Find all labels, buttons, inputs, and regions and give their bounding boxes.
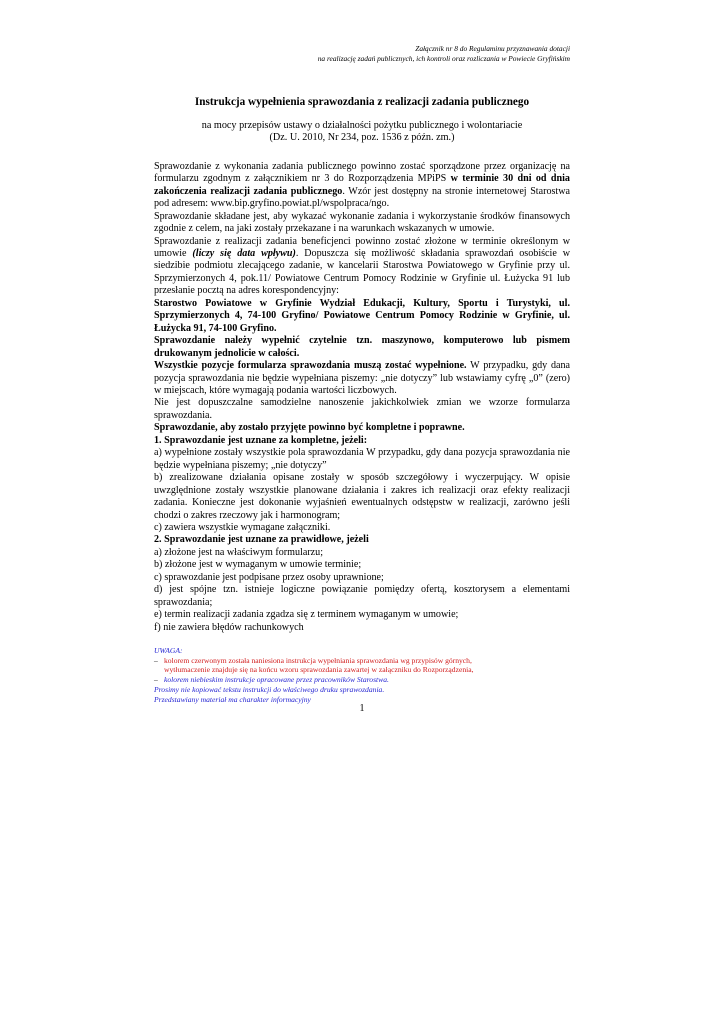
list-item: b) zrealizowane działania opisane zostały w sposób szczegółowy i wyczerpujący. W opisie uwzględnione zostały wszystkie planowane działania i zakres ich realizacji oraz efekty realizacji zadania. Konieczne jest dokonanie wyjaśnień ewentualnych odstępstw w realizacji, zarówno jeśli chodzi o zakres rzeczowy jak i harmonogram; [154,472,570,521]
subtitle-line-2: (Dz. U. 2010, Nr 234, poz. 1536 z późn. zm.) [269,132,455,144]
paragraph-requirements: Sprawozdanie, aby zostało przyjęte powinno być kompletne i poprawne. [154,422,465,434]
paragraph-no-changes: Nie jest dopuszczalne samodzielne nanoszenie jakichkolwiek zmian we wzorze formularza sprawozdania. [154,397,570,421]
note-blue-line-1: kolorem niebieskim instrukcje opracowane przez pracowników Starostwa. [164,675,389,685]
all-fields-text: W przypadku, gdy dana pozycja sprawozdania nie będzie wypełniana piszemy: „nie dotyczy” lub wstawiamy cyfrę „0” (zero) w miejscach, które wymagają podania wartości liczbowych. [154,360,570,396]
note-blue-line-3: Przedstawiany materiał ma charakter informacyjny [154,694,311,704]
dash-marker: – [154,655,158,665]
note-blue-item [154,675,570,685]
intro-deadline: w terminie 30 dni od dnia zakończenia realizacji zadania publicznego [154,173,570,197]
submission-places: . Dopuszcza się możliwość składania sprawozdań osobiście w siedzibie podmiotu zlecającego zadanie, w kancelarii Starostwa Powiatowego w Gryfinie przy ul. Sprzymierzonych 4, pok.11/ Powiatowe Centrum Pomocy Rodzinie w Gryfinie ul. Łużycka 91 lub przesłanie pocztą na adres korespondencyjny: [154,247,570,297]
header-line-1: Załącznik nr 8 do Regulaminu przyznawania dotacji [415,44,570,53]
note-red-line-2: wytłumaczenie znajduje się na końcu wzoru sprawozdania zawartej w załączniku do Rozporządzenia, [164,665,474,675]
dash-marker: – [154,675,158,685]
note-red-item [154,656,570,666]
subtitle-line-1: na mocy przepisów ustawy o działalności pożytku publicznego i wolontariacie [201,120,523,131]
list-item: a) wypełnione zostały wszystkie pola sprawozdania W przypadku, gdy dana pozycja sprawozdania nie będzie wypełniana piszemy; „nie dotyczy” [154,447,570,471]
document-page [154,44,570,704]
paragraph-address: Starostwo Powiatowe w Gryfinie Wydział Edukacji, Kultury, Sportu i Turystyki, ul. Sprzymierzonych 4, 74-100 Gryfino/ Powiatowe Centrum Pomocy Rodzinie w Gryfinie, ul. Łużycka 91, 74-100 Gryfino. [154,297,570,334]
document-body [154,161,570,634]
paragraph-submission [154,236,570,298]
document-title: Instrukcja wypełnienia sprawozdania z realizacji zadania publicznego [194,96,530,108]
note-heading: UWAGA: [154,646,183,656]
list-item: f) nie zawiera błędów rachunkowych [154,621,304,633]
list-item: c) sprawozdanie jest podpisane przez osoby uprawnione; [154,571,384,583]
section-correct-heading: 2. Sprawozdanie jest uznane za prawidłowe, jeżeli [154,534,369,546]
list-item: a) złożone jest na właściwym formularzu; [154,546,324,558]
note-block [154,646,570,704]
paragraph-purpose: Sprawozdanie składane jest, aby wykazać wykonanie zadania i wykorzystanie środków finansowych zgodnie z celem, na jaki zostały przekazane i na warunkach wskazanych w umowie. [154,210,570,235]
paragraph-legibility: Sprawozdanie należy wypełnić czytelnie tzn. maszynowo, komputerowo lub pismem drukowanym jednolicie w całości. [154,335,570,359]
header-line-2: na realizację zadań publicznych, ich kontroli oraz rozliczania w Powiecie Gryfińskim [317,54,570,63]
document-subtitle [154,120,570,145]
section-complete-heading: 1. Sprawozdanie jest uznane za kompletne, jeżeli: [154,434,368,446]
note-blue-line-2: Prosimy nie kopiować tekstu instrukcji do właściwego druku sprawozdania. [154,684,385,694]
list-item: b) złożone jest w wymaganym w umowie terminie; [154,559,362,571]
paragraph-all-fields [154,360,570,397]
page-number: 1 [359,703,365,714]
attachment-header [154,44,570,64]
list-item: e) termin realizacji zadania zgadza się z terminem wymaganym w umowie; [154,609,459,621]
all-fields-bold: Wszystkie pozycje formularza sprawozdania muszą zostać wypełnione. [154,360,467,372]
intro-website: . Wzór jest dostępny na stronie internetowej Starostwa pod adresem: www.bip.gryfino.powiat.pl/wspolpraca/ngo. [154,185,571,210]
list-item: c) zawiera wszystkie wymagane załączniki. [154,521,331,533]
submission-text: Sprawozdanie z realizacji zadania beneficjenci powinno zostać złożone w terminie określonym w umowie [154,235,570,259]
submission-date-note: (liczy się data wpływu) [192,247,296,259]
note-red-line-1: kolorem czerwonym została naniesiona instrukcja wypełniania sprawozdania wg przypisów górnych, [164,655,472,665]
intro-text: Sprawozdanie z wykonania zadania publicznego powinno zostać sporządzone przez organizację na formularzu zgodnym z załącznikiem nr 3 do Rozporządzenia MPiPS [154,160,570,185]
paragraph-intro [154,161,570,211]
list-item: d) jest spójne tzn. istnieje logiczne powiązanie pomiędzy ofertą, kosztorysem a elementami sprawozdania; [154,584,570,608]
